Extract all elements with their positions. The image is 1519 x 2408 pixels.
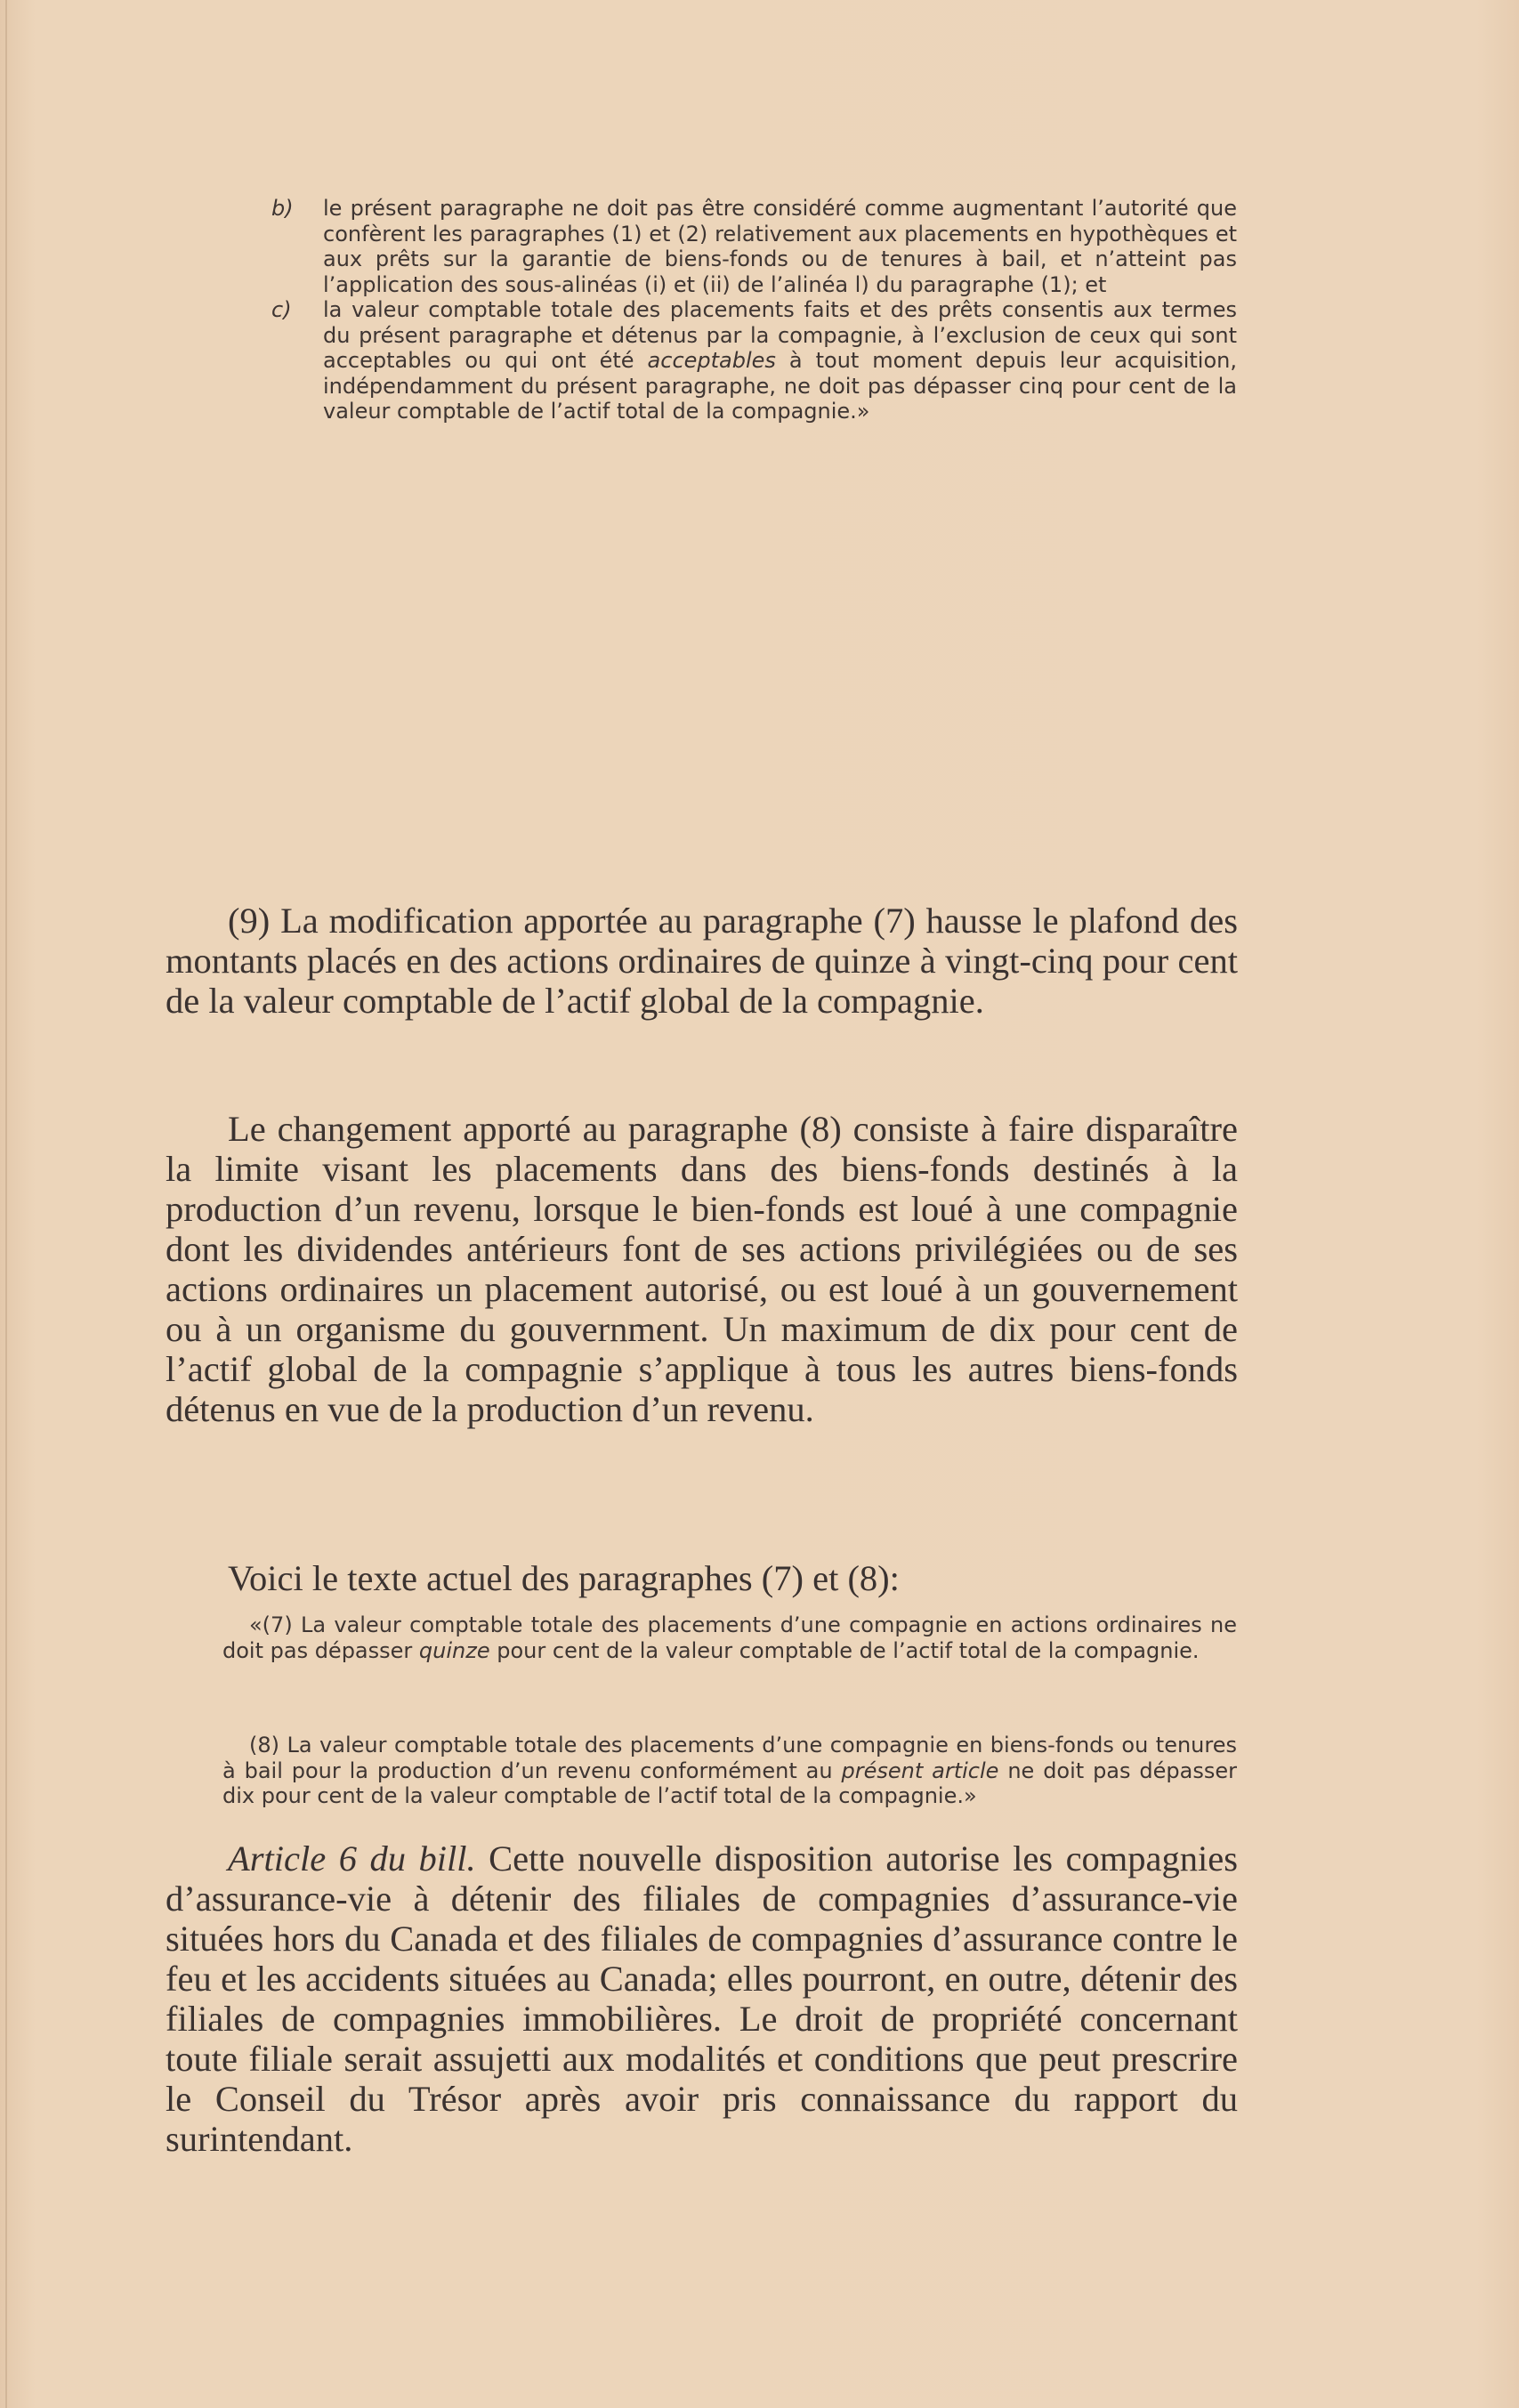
current-text-intro (166, 1558, 1238, 1598)
quote-7-text (222, 1612, 1237, 1663)
quote-8-text (222, 1733, 1237, 1809)
article-6-heading: Article 6 du bill. (228, 1838, 476, 1879)
amendment-clauses (271, 196, 1237, 424)
quote-7-after: pour cent de la valeur comptable de l’actif total de la compagnie. (497, 1637, 1200, 1663)
paragraph-9-explanation (166, 901, 1238, 1021)
paragraph-8-text: Le changement apporté au paragraphe (8) consiste à faire disparaître la limite visant les placements dans des biens-fonds destinés à la production d’un revenu, lorsque le bien-fonds est loué à une compagnie dont les dividendes antérieurs font de ses actions privilégiées ou de ses actions ordinaires un placement autorisé, ou est loué à un gouvernement ou à un organisme du gouvernment. Un maximum de dix pour cent de l’actif global de la compagnie s’applique à tous les autres biens-fonds détenus en vue de la production d’un revenu. (166, 1109, 1238, 1429)
current-text-intro-text: Voici le texte actuel des paragraphes (7) et (8): (228, 1558, 900, 1598)
clause-b-text: le présent paragraphe ne doit pas être considéré comme augmentant l’autorité que confèrent les paragraphes (1) et (2) relativement aux placements en hypothèques et aux prêts sur la garantie de biens-fonds ou de tenures à bail, et n’atteint pas l’application des sous-alinéas (i) et (ii) de l’alinéa l) du paragraphe (1); et (323, 196, 1237, 297)
clause-c (271, 297, 1237, 424)
clause-b (271, 196, 1237, 297)
article-6-body: Cette nouvelle disposition autorise les compagnies d’assurance-vie à détenir des filiales de compagnies d’assurance-vie situées hors du Canada et des filiales de compagnies d’assurance contre le feu et les accidents situées au Canada; elles pourront, en outre, détenir des filiales de compagnies immobilières. Le droit de propriété concernant toute filiale serait assujetti aux modalités et conditions que peut prescrire le Conseil du Trésor après avoir pris connaissance du rapport du surintendant. (166, 1838, 1239, 2159)
article-6-text (166, 1838, 1238, 2159)
article-6-explanation (166, 1838, 1238, 2159)
quote-7-italic: quinze (418, 1637, 490, 1663)
quote-7-before: «(7) La valeur comptable totale des placements d’une compagnie en actions ordinaires ne doit pas dépasser (222, 1612, 1237, 1663)
quote-paragraph-8 (222, 1733, 1237, 1809)
clause-c-text-after: à tout moment depuis leur acquisition, indépendamment du présent paragraphe, ne doit pas dépasser cinq pour cent de la valeur comptable de l’actif total de la compagnie.» (323, 348, 1237, 424)
paragraph-8-explanation (166, 1109, 1238, 1429)
quote-8-italic: présent article (841, 1758, 999, 1783)
clause-b-mark: b) (271, 196, 294, 221)
clause-c-mark: c) (271, 297, 292, 322)
quote-8-before: (8) La valeur comptable totale des placements d’une compagnie en biens-fonds ou tenures à bail pour la production d’un revenu conformément au (222, 1733, 1237, 1783)
clause-c-text-before: la valeur comptable totale des placements faits et des prêts consentis aux termes du présent paragraphe et détenus par la compagnie, à l’exclusion de ceux qui sont acceptables ou qui ont été (323, 297, 1237, 373)
page-edge-shadow (5, 0, 7, 2408)
quote-8-after: ne doit pas dépasser dix pour cent de la valeur comptable de l’actif total de la compagnie.» (222, 1758, 1237, 1808)
clause-c-italic: acceptables (647, 348, 776, 373)
paragraph-9-text: (9) La modification apportée au paragraphe (7) hausse le plafond des montants placés en des actions ordinaires de quinze à vingt-cinq pour cent de la valeur comptable de l’actif global de la compagnie. (166, 901, 1238, 1021)
quote-paragraph-7 (222, 1612, 1237, 1663)
